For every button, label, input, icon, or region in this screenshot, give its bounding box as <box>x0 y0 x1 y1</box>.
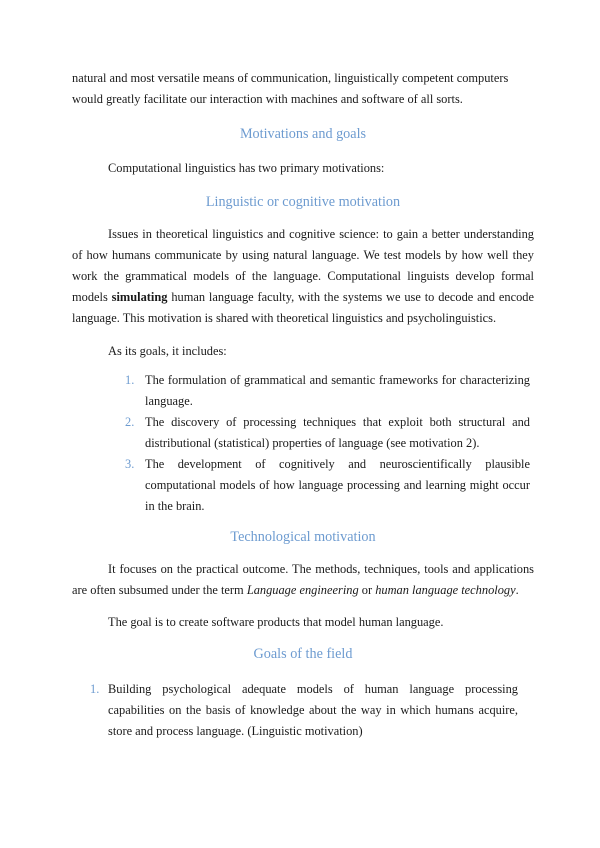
linguistic-paragraph <box>72 224 534 329</box>
goals-intro: As its goals, it includes: <box>108 344 227 358</box>
linguistic-bold-term: simulating <box>111 290 168 304</box>
intro-paragraph <box>72 68 534 110</box>
linguistic-text-after: human language faculty, with the systems we use to decode and encode language. This motivation is shared with theoretical linguistics and psycholinguistics. <box>72 290 534 325</box>
technological-goal: The goal is to create software products that model human language. <box>108 615 444 629</box>
intro-line-2: would greatly facilitate our interaction with machines and software of all sorts. <box>72 92 463 106</box>
motivations-text: Computational linguistics has two primary motivations: <box>108 161 385 175</box>
list-number: 1. <box>125 373 135 387</box>
list-number: 1. <box>90 682 100 696</box>
list-item-text: The discovery of processing techniques that exploit both structural and distributional (statistical) properties of language (see motivation 2). <box>145 415 530 450</box>
linguistic-goals-list <box>125 370 530 517</box>
list-number: 2. <box>125 415 135 429</box>
intro-line-1: natural and most versatile means of communication, linguistically competent computers <box>72 71 509 85</box>
linguistic-text-before: Issues in theoretical linguistics and cognitive science: to gain a better understanding of how humans communicate by using natural language. We test models by how well they work the grammatical models of the language. Computational linguists develop formal models <box>72 227 534 304</box>
term-language-engineering: Language engineering <box>246 583 359 597</box>
heading-goals-of-field: Goals of the field <box>253 646 353 662</box>
term-human-language-technology: human language technology <box>375 583 516 597</box>
heading-technological-motivation: Technological motivation <box>230 529 376 545</box>
list-item-text: The formulation of grammatical and semantic frameworks for characterizing language. <box>145 373 530 408</box>
term-conjunction: or <box>361 583 373 597</box>
heading-motivations: Motivations and goals <box>239 126 367 142</box>
list-item-text: Building psychological adequate models of human language processing capabilities on the basis of knowledge about the way in which humans acquire, store and process language. (Linguistic motivation) <box>108 682 518 738</box>
technological-text-end: . <box>515 583 519 597</box>
list-item <box>125 370 530 412</box>
technological-text-before: It focuses on the practical outcome. The methods, techniques, tools and applications are often subsumed under the term <box>72 562 534 597</box>
list-item <box>125 412 530 454</box>
list-item <box>125 454 530 517</box>
list-item <box>90 679 518 742</box>
technological-paragraph <box>72 559 534 601</box>
list-item-text: The development of cognitively and neuroscientifically plausible computational models of how language processing and learning might occur in the brain. <box>145 457 530 513</box>
list-number: 3. <box>125 457 135 471</box>
field-goals-list <box>90 679 518 742</box>
heading-linguistic-motivation: Linguistic or cognitive motivation <box>205 194 401 210</box>
